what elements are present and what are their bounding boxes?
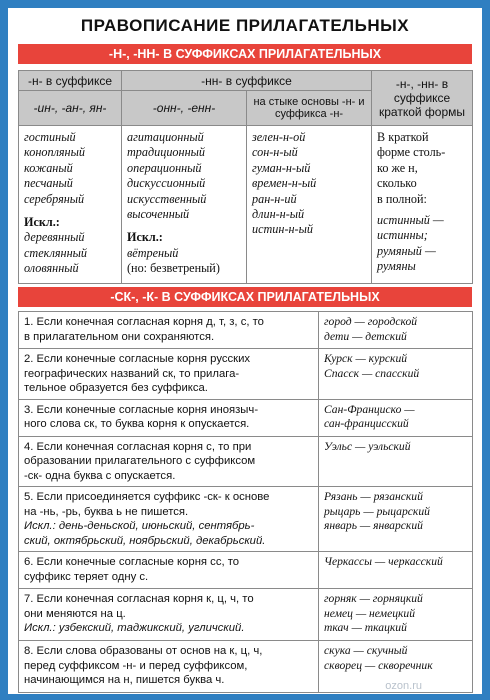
poster-sheet [8, 8, 482, 694]
example-word: истинны; [377, 228, 428, 243]
exception-label: Искл.: [24, 215, 60, 230]
exception-word: оловянный [24, 261, 79, 276]
example-line: горняк — горняцкий [324, 592, 423, 605]
rule-line: перед суффиксом -н- и перед суффиксом, [24, 659, 248, 672]
rule-line: 4. Если конечная согласная корня с, то при [24, 440, 252, 453]
example-line: город — городской [324, 315, 418, 328]
example-word: ран-н-ий [252, 191, 297, 206]
rule-line: 7. Если конечная согласная корня к, ц, ч, то [24, 593, 254, 605]
exception-note: (но: безветреный) [127, 261, 220, 276]
example-word: сон-н-ый [252, 145, 298, 160]
example-word: времен-н-ый [252, 176, 317, 191]
table-row [19, 436, 473, 487]
rule-text: сколько [377, 176, 417, 191]
rule-line: Искл.: день-деньской, июньский, сентябрь- [24, 520, 255, 532]
rule-cell [19, 436, 319, 487]
example-line: сан-францисский [324, 417, 409, 430]
exception-word: вётреный [127, 245, 179, 260]
rule-line: 2. Если конечные согласные корня русских [24, 353, 251, 365]
rule-line: они меняются на ц. [24, 607, 126, 620]
table-row [19, 399, 473, 436]
rule-line: -ск- одна буква с опускается. [24, 469, 176, 482]
rule-line: ного слова ск, то буква корня к опускается. [24, 418, 250, 430]
subheader-onn-enn: -онн-, -енн- [122, 91, 247, 126]
table-row [19, 552, 473, 589]
rule-line: начинающимся на н, пишется буква ч. [24, 674, 225, 686]
rule-cell [19, 552, 319, 589]
example-word: истин-н-ый [252, 222, 313, 237]
example-line: Курск — курский [324, 352, 408, 365]
rule-line: на -нь, -рь, буква ь не пишется. [24, 505, 189, 518]
example-line: Спасск — спасский [324, 366, 420, 380]
rule-cell [19, 487, 319, 552]
page-title: ПРАВОПИСАНИЕ ПРИЛАГАТЕЛЬНЫХ [80, 16, 410, 35]
header-double-n: -нн- в суффиксе [122, 71, 372, 91]
example-word: конопляный [24, 145, 85, 160]
n-nn-table [18, 70, 473, 284]
rule-line: 5. Если присоединяется суффикс -ск- к основе [24, 491, 270, 503]
section2-banner: -СК-, -К- В СУФФИКСАХ ПРИЛАГАТЕЛЬНЫХ [18, 287, 472, 307]
rule-line: суффикс теряет одну с. [24, 570, 149, 583]
examples-cell [319, 552, 473, 589]
example-line: Рязань — рязанский [324, 490, 423, 503]
rule-cell [19, 399, 319, 436]
example-line: Черкассы — черкасский [324, 555, 443, 568]
rule-line: 1. Если конечная согласная корня д, т, з, с, то [24, 316, 264, 328]
rule-line: Искл.: узбекский, таджикский, угличский. [24, 622, 245, 634]
rule-line: 8. Если слова образованы от основ на к, ц, ч, [24, 645, 263, 657]
rule-line: в прилагательном они сохраняются. [24, 330, 215, 343]
rule-line: тельное образуется без суффикса. [24, 382, 208, 394]
rule-text: форме столь- [377, 145, 446, 160]
example-word: кожаный [24, 160, 73, 175]
sk-k-table [18, 311, 473, 693]
exception-label: Искл.: [127, 230, 163, 245]
rule-line: ский, октябрьский, ноябрьский, декабрьский. [24, 534, 266, 547]
example-line: Уэльс — уэльский [324, 439, 411, 453]
example-word: искусственный [127, 191, 207, 206]
example-line: январь — январский [324, 519, 423, 532]
header-short-form: -н-, -нн- в суффиксе краткой формы [372, 71, 473, 126]
example-line: дети — детский [324, 329, 407, 343]
rule-line: 3. Если конечные согласные корня иноязыч- [24, 403, 259, 416]
example-word: серебряный [24, 191, 85, 206]
rule-text: ко же н, [377, 160, 418, 175]
rule-cell [19, 312, 319, 349]
example-word: песчаный [24, 176, 73, 191]
col3-examples [247, 126, 372, 284]
example-word: истинный — [377, 213, 444, 228]
subheader-junction: на стыке основы -н- и суффикса -н- [247, 91, 372, 126]
examples-cell [319, 312, 473, 349]
rule-cell [19, 589, 319, 641]
example-line: скворец — скворечник [324, 658, 433, 672]
example-line: скука — скучный [324, 644, 408, 657]
rule-cell [19, 349, 319, 400]
example-word: румяны [377, 259, 416, 274]
example-word: высоченный [127, 207, 190, 222]
example-word: румяный — [377, 243, 436, 258]
exception-word: деревянный [24, 230, 85, 245]
col2-examples [122, 126, 247, 284]
example-word: длин-н-ый [252, 207, 305, 222]
examples-cell [319, 487, 473, 552]
table-row [19, 349, 473, 400]
table-row [19, 487, 473, 552]
examples-cell [319, 589, 473, 641]
col4-short-form [372, 126, 473, 284]
examples-cell [319, 399, 473, 436]
table-row [19, 589, 473, 641]
examples-cell [319, 436, 473, 487]
example-word: гостиный [24, 130, 76, 144]
rule-text: в полной: [377, 191, 427, 206]
example-word: дискуссионный [127, 176, 206, 191]
example-word: гуман-н-ый [252, 160, 311, 175]
rule-line: географических названий ск, то прилага- [24, 367, 240, 380]
header-single-n: -н- в суффиксе [19, 71, 122, 91]
rule-text: В краткой [377, 130, 429, 144]
example-line: рыцарь — рыцарский [324, 504, 430, 518]
watermark: ozon.ru [385, 680, 422, 692]
rule-line: 6. Если конечные согласные корня сс, то [24, 556, 240, 568]
rule-cell [19, 641, 319, 693]
example-word: агитационный [127, 130, 204, 144]
table-row [19, 312, 473, 349]
section1-banner: -Н-, -НН- В СУФФИКСАХ ПРИЛАГАТЕЛЬНЫХ [18, 44, 472, 64]
example-word: операционный [127, 160, 202, 175]
col1-examples [19, 126, 122, 284]
example-line: Сан-Франциско — [324, 402, 415, 416]
example-line: немец — немецкий [324, 606, 416, 620]
exception-word: стеклянный [24, 245, 87, 260]
examples-cell [319, 349, 473, 400]
example-word: зелен-н-ой [252, 130, 306, 144]
rule-line: образовании прилагательного с суффиксом [24, 455, 256, 467]
example-word: традиционный [127, 145, 205, 160]
subheader-in-an-yan: -ин-, -ан-, ян- [19, 91, 122, 126]
example-line: ткач — ткацкий [324, 621, 407, 634]
